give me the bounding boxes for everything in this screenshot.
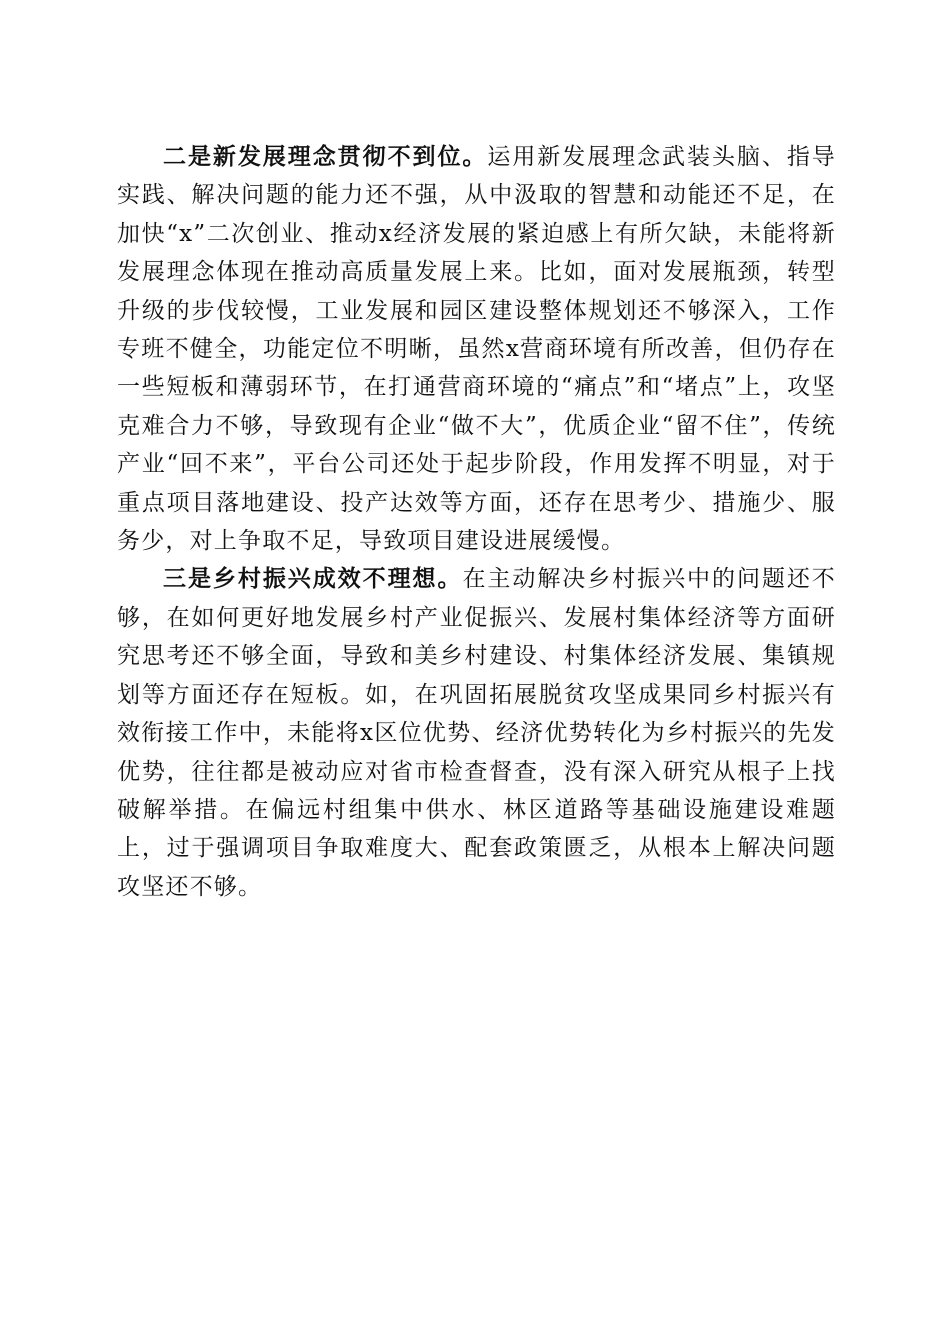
paragraph-heading: 二是新发展理念贯彻不到位。 [163, 144, 488, 170]
paragraph-text: 在主动解决乡村振兴中的问题还不够，在如何更好地发展乡村产业促振兴、发展村集体经济等方面研究思考还不够全面，导致和美乡村建设、村集体经济发展、集镇规划等方面还存在短板。如，在巩固拓展脱贫攻坚成果同乡村振兴有效衔接工作中，未能将x区位优势、经济优势转化为乡村振兴的先发优势，往往都是被动应对省市检查督查，没有深入研究从根子上找破解举措。在偏远村组集中供水、林区道路等基础设施建设难题上，过于强调项目争取难度大、配套政策匮乏，从根本上解决问题攻坚还不够。 [117, 566, 837, 900]
paragraph-new-development-concept [117, 138, 836, 560]
paragraph-text: 运用新发展理念武装头脑、指导实践、解决问题的能力还不强，从中汲取的智慧和动能还不足，在加快“x”二次创业、推动x经济发展的紧迫感上有所欠缺，未能将新发展理念体现在推动高质量发展上来。比如，面对发展瓶颈，转型升级的步伐较慢，工业发展和园区建设整体规划还不够深入，工作专班不健全，功能定位不明晰，虽然x营商环境有所改善，但仍存在一些短板和薄弱环节，在打通营商环境的“痛点”和“堵点”上，攻坚克难合力不够，导致现有企业“做不大”，优质企业“留不住”，传统产业“回不来”，平台公司还处于起步阶段，作用发挥不明显，对于重点项目落地建设、投产达效等方面，还存在思考少、措施少、服务少，对上争取不足，导致项目建设进展缓慢。 [117, 144, 836, 555]
paragraph-rural-revitalization [117, 560, 836, 906]
document-body [117, 138, 836, 906]
paragraph-heading: 三是乡村振兴成效不理想。 [163, 566, 463, 593]
